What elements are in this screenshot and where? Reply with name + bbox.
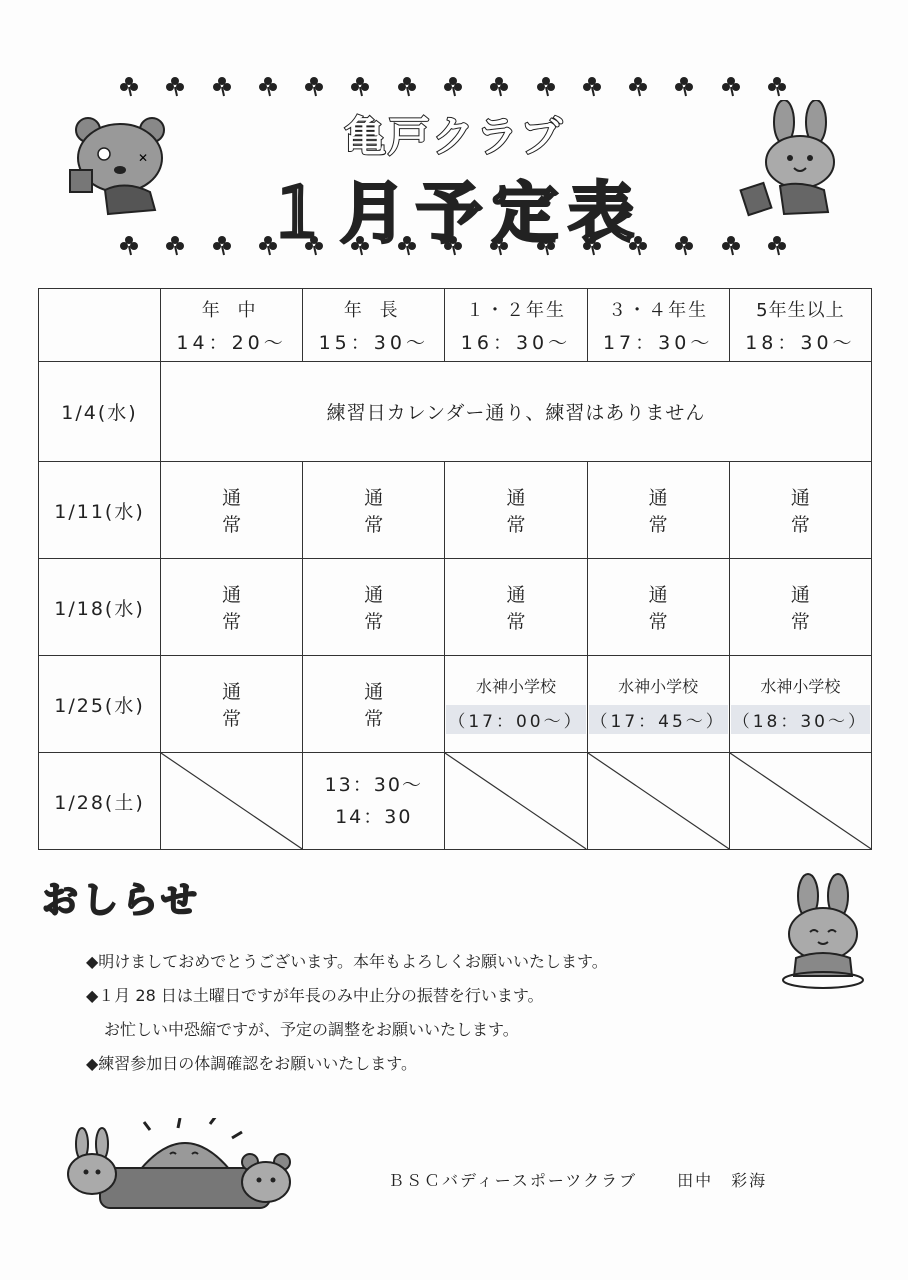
date-cell: 1/25(水) bbox=[39, 656, 161, 753]
schedule-cell: 通 常 bbox=[303, 559, 445, 656]
column-header bbox=[445, 289, 587, 362]
clover-decoration bbox=[257, 75, 279, 97]
schedule-cell: 通 常 bbox=[729, 559, 871, 656]
no-session-cell bbox=[445, 753, 587, 850]
table-row bbox=[39, 559, 872, 656]
schedule-cell: 通 常 bbox=[587, 462, 729, 559]
start-time-label: 14：20～ bbox=[176, 331, 287, 354]
notice-item: ◆１月 28 日は土曜日ですが年長のみ中止分の振替を行います。 bbox=[86, 986, 544, 1005]
date-cell: 1/18(水) bbox=[39, 559, 161, 656]
clover-decoration bbox=[581, 75, 603, 97]
school-time: （17：00～） bbox=[446, 705, 585, 734]
schedule-cell: 通 常 bbox=[161, 462, 303, 559]
clover-decoration bbox=[535, 75, 557, 97]
table-row bbox=[39, 362, 872, 462]
school-time: （18：30～） bbox=[731, 705, 870, 734]
club-name: 亀戸クラブ bbox=[343, 112, 564, 161]
start-time-label: 16：30～ bbox=[460, 331, 572, 354]
no-session-cell bbox=[729, 753, 871, 850]
notice-item: ◆明けましておめでとうございます。本年もよろしくお願いいたします。 bbox=[86, 952, 608, 971]
start-time-label: 18：30～ bbox=[745, 331, 856, 354]
no-practice-notice: 練習日カレンダー通り、練習はありません bbox=[161, 362, 872, 462]
header-corner-cell bbox=[39, 289, 161, 362]
clover-decoration bbox=[673, 75, 695, 97]
organization-name: ＢＳＣバディースポーツクラブ bbox=[388, 1171, 638, 1190]
clover-decoration bbox=[303, 75, 325, 97]
schedule-cell: 通 常 bbox=[445, 462, 587, 559]
grade-label: 年 長 bbox=[343, 299, 404, 321]
notice-item: ◆練習参加日の体調確認をお願いいたします。 bbox=[86, 1054, 418, 1073]
schedule-table bbox=[38, 288, 872, 850]
start-time-label: 15：30～ bbox=[318, 331, 429, 354]
grade-label: ３・４年生 bbox=[608, 299, 709, 321]
school-schedule-cell bbox=[445, 656, 587, 753]
no-session-cell bbox=[587, 753, 729, 850]
schedule-cell: 通 常 bbox=[587, 559, 729, 656]
date-cell: 1/4(水) bbox=[39, 362, 161, 462]
clover-decoration bbox=[211, 75, 233, 97]
clover-decoration bbox=[396, 75, 418, 97]
schedule-cell: 通 常 bbox=[161, 656, 303, 753]
rabbit-sitting-illustration bbox=[768, 872, 878, 992]
notice-item: お忙しい中恐縮ですが、予定の調整をお願いいたします。 bbox=[104, 1020, 519, 1039]
column-header bbox=[729, 289, 871, 362]
school-schedule-cell bbox=[587, 656, 729, 753]
schedule-cell: 通 常 bbox=[729, 462, 871, 559]
clover-decoration bbox=[164, 75, 186, 97]
notices-title: おしらせ bbox=[42, 880, 201, 921]
school-schedule-cell bbox=[729, 656, 871, 753]
author-family-name: 田中 bbox=[677, 1171, 714, 1190]
rabbits-and-sun-illustration bbox=[60, 1118, 300, 1218]
column-header bbox=[587, 289, 729, 362]
schedule-cell: 通 常 bbox=[161, 559, 303, 656]
makeup-session-cell bbox=[303, 753, 445, 850]
clover-decoration bbox=[766, 75, 788, 97]
notices-list bbox=[86, 945, 608, 1081]
schedule-cell: 通 常 bbox=[303, 462, 445, 559]
grade-label: １・２年生 bbox=[465, 299, 566, 321]
schedule-cell: 通 常 bbox=[303, 656, 445, 753]
column-header bbox=[303, 289, 445, 362]
clover-decoration bbox=[720, 75, 742, 97]
table-row bbox=[39, 753, 872, 850]
grade-label: 5年生以上 bbox=[756, 299, 845, 321]
school-name: 水神小学校 bbox=[618, 677, 699, 696]
schedule-cell: 通 常 bbox=[445, 559, 587, 656]
date-cell: 1/28(土) bbox=[39, 753, 161, 850]
svg-text:✕: ✕ bbox=[138, 151, 149, 165]
clover-decoration bbox=[118, 75, 140, 97]
clover-decoration bbox=[627, 75, 649, 97]
table-row bbox=[39, 656, 872, 753]
clover-decoration bbox=[488, 75, 510, 97]
footer-signature bbox=[388, 1168, 767, 1191]
makeup-start-time: 13：30～ bbox=[324, 774, 423, 796]
table-header-row bbox=[39, 289, 872, 362]
clover-decoration bbox=[349, 75, 371, 97]
date-cell: 1/11(水) bbox=[39, 462, 161, 559]
no-session-cell bbox=[161, 753, 303, 850]
school-name: 水神小学校 bbox=[760, 677, 841, 696]
start-time-label: 17：30～ bbox=[602, 331, 714, 354]
school-name: 水神小学校 bbox=[475, 677, 556, 696]
makeup-end-time: 14：30 bbox=[335, 806, 413, 828]
school-time: （17：45～） bbox=[589, 705, 728, 734]
grade-label: 年 中 bbox=[201, 299, 262, 321]
clover-border-top bbox=[118, 74, 788, 98]
table-row bbox=[39, 462, 872, 559]
clover-decoration bbox=[442, 75, 464, 97]
column-header bbox=[161, 289, 303, 362]
author-given-name: 彩海 bbox=[731, 1171, 768, 1190]
schedule-title: １月予定表 bbox=[264, 175, 644, 252]
